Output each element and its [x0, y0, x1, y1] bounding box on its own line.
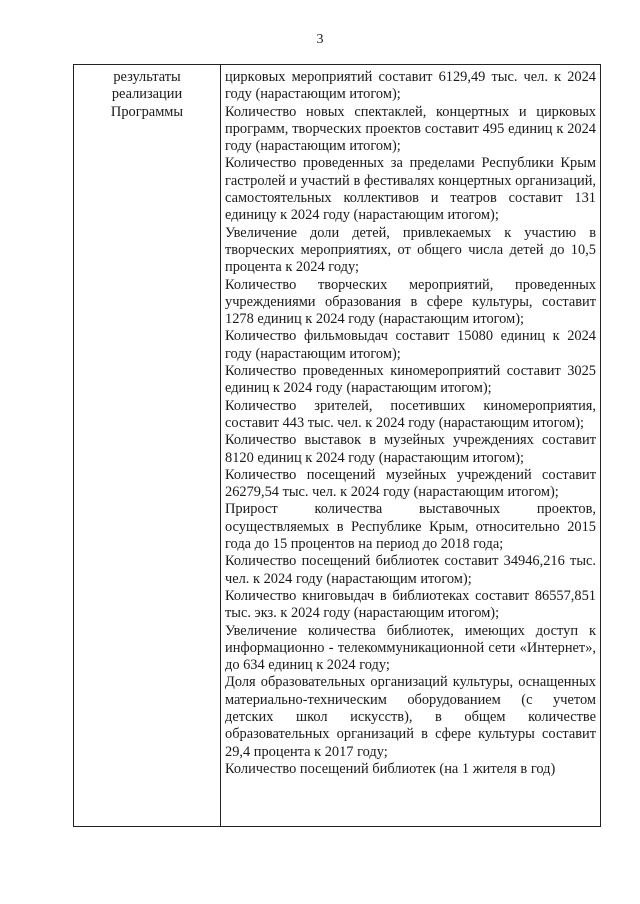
result-item: Количество посещений библиотек составит 34946,216 тыс. чел. к 2024 году (нарастающим итогом);: [225, 553, 596, 587]
result-item: Увеличение количества библиотек, имеющих доступ к информационно - телекоммуникационной сети «Интернет», до 634 единиц к 2024 году;: [225, 622, 596, 674]
result-item: Количество посещений музейных учреждений составит 26279,54 тыс. чел. к 2024 году (нарастающим итогом);: [225, 466, 596, 501]
page-number: 3: [316, 32, 324, 47]
result-item: Увеличение доли детей, привлекаемых к участию в творческих мероприятиях, от общего числа детей до 10,5 процента к 2024 году;: [225, 224, 596, 276]
result-item: Количество проведенных киномероприятий составит 3025 единиц к 2024 году (нарастающим итогом);: [225, 363, 596, 397]
row-label-line: реализации: [111, 86, 183, 103]
result-item: циркoвых мероприятий составит 6129,49 тыс. чел. к 2024 году (нарастающим итогом);: [225, 69, 596, 103]
result-item: Количество выставок в музейных учреждениях составит 8120 единиц к 2024 году (нарастающим итогом);: [225, 432, 596, 466]
result-item: Доля образовательных организаций культуры, оснащенных материально-техническим оборудованием (с учетом детских школ искусств), в общем количестве образовательных организаций в сфере культуры составит 29,4 процента к 2017 году;: [225, 674, 596, 760]
result-item: Количество проведенных за пределами Республики Крым гастролей и участий в фестивалях концертных организаций, самостоятельных коллективов и театров составит 131 единицу к 2024 году (нарастающим итогом);: [225, 155, 596, 224]
result-item: Количество посещений библиотек (на 1 жителя в год): [225, 760, 556, 777]
result-item: Количество новых спектаклей, концертных и цирковых программ, творческих проектов составит 495 единиц к 2024 году (нарастающим итогом);: [225, 103, 596, 155]
row-label-line: Программы: [110, 103, 184, 120]
column-divider: [220, 65, 221, 826]
row-label-cell: [74, 69, 220, 121]
result-item: Прирост количества выставочных проектов, осуществляемых в Республике Крым, относительно 2015 года до 15 процентов на период до 2018 года;: [225, 501, 596, 553]
program-results-table: [73, 64, 601, 827]
results-list-cell: [225, 69, 596, 778]
result-item: Количество фильмовыдач составит 15080 единиц к 2024 году (нарастающим итогом);: [225, 328, 596, 362]
row-label-line: результаты: [113, 69, 181, 85]
result-item: Количество книговыдач в библиотеках составит 86557,851 тыс. экз. к 2024 году (нарастающим итогом);: [225, 587, 596, 622]
result-item: Количество зрителей, посетивших киномероприятия, составит 443 тыс. чел. к 2024 году (нарастающим итогом);: [225, 397, 596, 431]
result-item: Количество творческих мероприятий, проведенных учреждениями образования в сфере культуры, составит 1278 единиц к 2024 году (нарастающим итогом);: [225, 276, 596, 328]
